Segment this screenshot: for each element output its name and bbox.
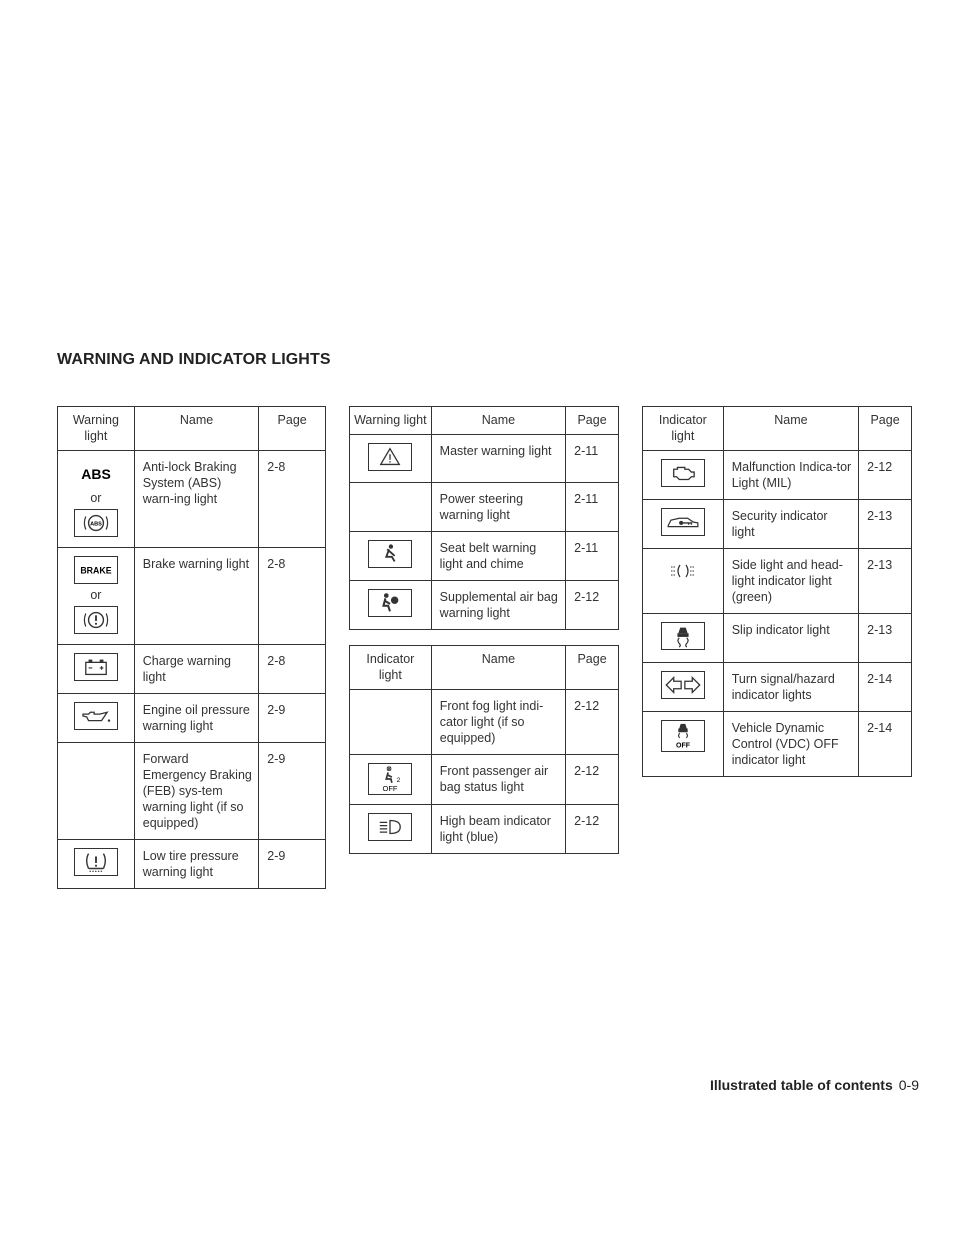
- table-row: [643, 500, 912, 549]
- light-name: Brake warning light: [134, 548, 259, 645]
- table-row: [58, 451, 326, 548]
- col-header-page: Page: [859, 407, 912, 451]
- light-page: 2-8: [259, 548, 326, 645]
- light-page: 2-12: [566, 690, 619, 755]
- light-name: Supplemental air bag warning light: [431, 581, 565, 630]
- light-page: 2-9: [259, 840, 326, 889]
- indicator-lights-table-4: [642, 406, 912, 777]
- light-name: Front fog light indi-cator light (if so equipped): [431, 690, 565, 755]
- light-page: 2-8: [259, 451, 326, 548]
- light-name: Power steering warning light: [431, 483, 565, 532]
- abs-icon: [74, 459, 118, 487]
- light-page: 2-9: [259, 743, 326, 840]
- oil-can-icon: [74, 702, 118, 730]
- table-row: [350, 435, 619, 483]
- light-name: Charge warning light: [134, 645, 259, 694]
- brake-circle-icon: [74, 606, 118, 634]
- vdc-off-icon: [661, 720, 705, 752]
- table-row: [350, 805, 619, 854]
- light-name: Master warning light: [431, 435, 565, 483]
- light-name: Turn signal/hazard indicator lights: [723, 663, 858, 712]
- table-row: [643, 614, 912, 663]
- svg-text:ABS: ABS: [90, 521, 102, 528]
- footer-title: Illustrated table of contents: [709, 1077, 893, 1093]
- security-car-key-icon: [661, 508, 705, 536]
- light-page: 2-13: [859, 549, 912, 614]
- col-header-light: Warning light: [350, 407, 432, 435]
- table-row: [643, 712, 912, 777]
- abs-circle-icon: [74, 509, 118, 537]
- svg-text:BRAKE: BRAKE: [80, 565, 112, 576]
- airbag-icon: [368, 589, 412, 617]
- table-row: [350, 690, 619, 755]
- indicator-lights-table-3: [349, 645, 619, 854]
- light-page: 2-12: [566, 805, 619, 854]
- section-title: WARNING AND INDICATOR LIGHTS: [57, 351, 331, 368]
- col-header-light: Indicator light: [350, 646, 432, 690]
- col-header-page: Page: [566, 407, 619, 435]
- master-warning-icon: [368, 443, 412, 471]
- slip-icon: [661, 622, 705, 650]
- passenger-airbag-off-icon: [368, 763, 412, 795]
- warning-lights-table-2: [349, 406, 619, 630]
- table-header: [58, 407, 326, 451]
- light-page: 2-13: [859, 614, 912, 663]
- page-footer: [710, 1077, 919, 1093]
- light-name: Security indicator light: [723, 500, 858, 549]
- light-page: 2-13: [859, 500, 912, 549]
- light-page: 2-12: [566, 581, 619, 630]
- or-label: or: [90, 588, 102, 602]
- table-row: [643, 549, 912, 614]
- light-name: Low tire pressure warning light: [134, 840, 259, 889]
- table-row: [643, 451, 912, 500]
- table-header: [350, 646, 619, 690]
- light-page: 2-9: [259, 694, 326, 743]
- footer-page-number: 0-9: [898, 1077, 919, 1093]
- light-name: Forward Emergency Braking (FEB) sys-tem warning light (if so equipped): [134, 743, 259, 840]
- light-name: High beam indicator light (blue): [431, 805, 565, 854]
- brake-text-icon: [74, 556, 118, 584]
- tire-pressure-icon: [74, 848, 118, 876]
- light-name: Vehicle Dynamic Control (VDC) OFF indicator light: [723, 712, 858, 777]
- light-name: Seat belt warning light and chime: [431, 532, 565, 581]
- seat-belt-icon: [368, 540, 412, 568]
- light-page: 2-14: [859, 663, 912, 712]
- light-page: 2-14: [859, 712, 912, 777]
- svg-text:OFF: OFF: [675, 742, 690, 750]
- table-row: [643, 663, 912, 712]
- engine-icon: [661, 459, 705, 487]
- light-name: Engine oil pressure warning light: [134, 694, 259, 743]
- col-header-name: Name: [431, 407, 565, 435]
- col-header-light: Indicator light: [643, 407, 724, 451]
- light-name: Front passenger air bag status light: [431, 755, 565, 805]
- table-row: [350, 755, 619, 805]
- battery-icon: [74, 653, 118, 681]
- svg-text:ABS: ABS: [81, 466, 111, 482]
- col-header-name: Name: [134, 407, 259, 451]
- table-row: [58, 694, 326, 743]
- table-row: [58, 743, 326, 840]
- table-header: [350, 407, 619, 435]
- light-name: Side light and head-light indicator light (green): [723, 549, 858, 614]
- light-page: 2-11: [566, 483, 619, 532]
- table-row: [350, 532, 619, 581]
- light-page: 2-12: [566, 755, 619, 805]
- table-row: [58, 548, 326, 645]
- table-header: [643, 407, 912, 451]
- or-label: or: [90, 491, 102, 505]
- table-row: [58, 645, 326, 694]
- col-header-name: Name: [431, 646, 565, 690]
- light-name: Anti-lock Braking System (ABS) warn-ing light: [134, 451, 259, 548]
- light-page: 2-11: [566, 532, 619, 581]
- table-row: [350, 483, 619, 532]
- light-page: 2-11: [566, 435, 619, 483]
- col-header-page: Page: [259, 407, 326, 451]
- table-row: [350, 581, 619, 630]
- col-header-light: Warning light: [58, 407, 135, 451]
- side-light-icon: [661, 557, 705, 585]
- warning-lights-table-1: [57, 406, 326, 889]
- svg-text:2: 2: [396, 776, 401, 784]
- light-page: 2-12: [859, 451, 912, 500]
- table-row: [58, 840, 326, 889]
- light-name: Malfunction Indica-tor Light (MIL): [723, 451, 858, 500]
- light-page: 2-8: [259, 645, 326, 694]
- svg-text:OFF: OFF: [382, 784, 398, 794]
- light-name: Slip indicator light: [723, 614, 858, 663]
- turn-signal-icon: [661, 671, 705, 699]
- col-header-name: Name: [723, 407, 858, 451]
- col-header-page: Page: [566, 646, 619, 690]
- high-beam-icon: [368, 813, 412, 841]
